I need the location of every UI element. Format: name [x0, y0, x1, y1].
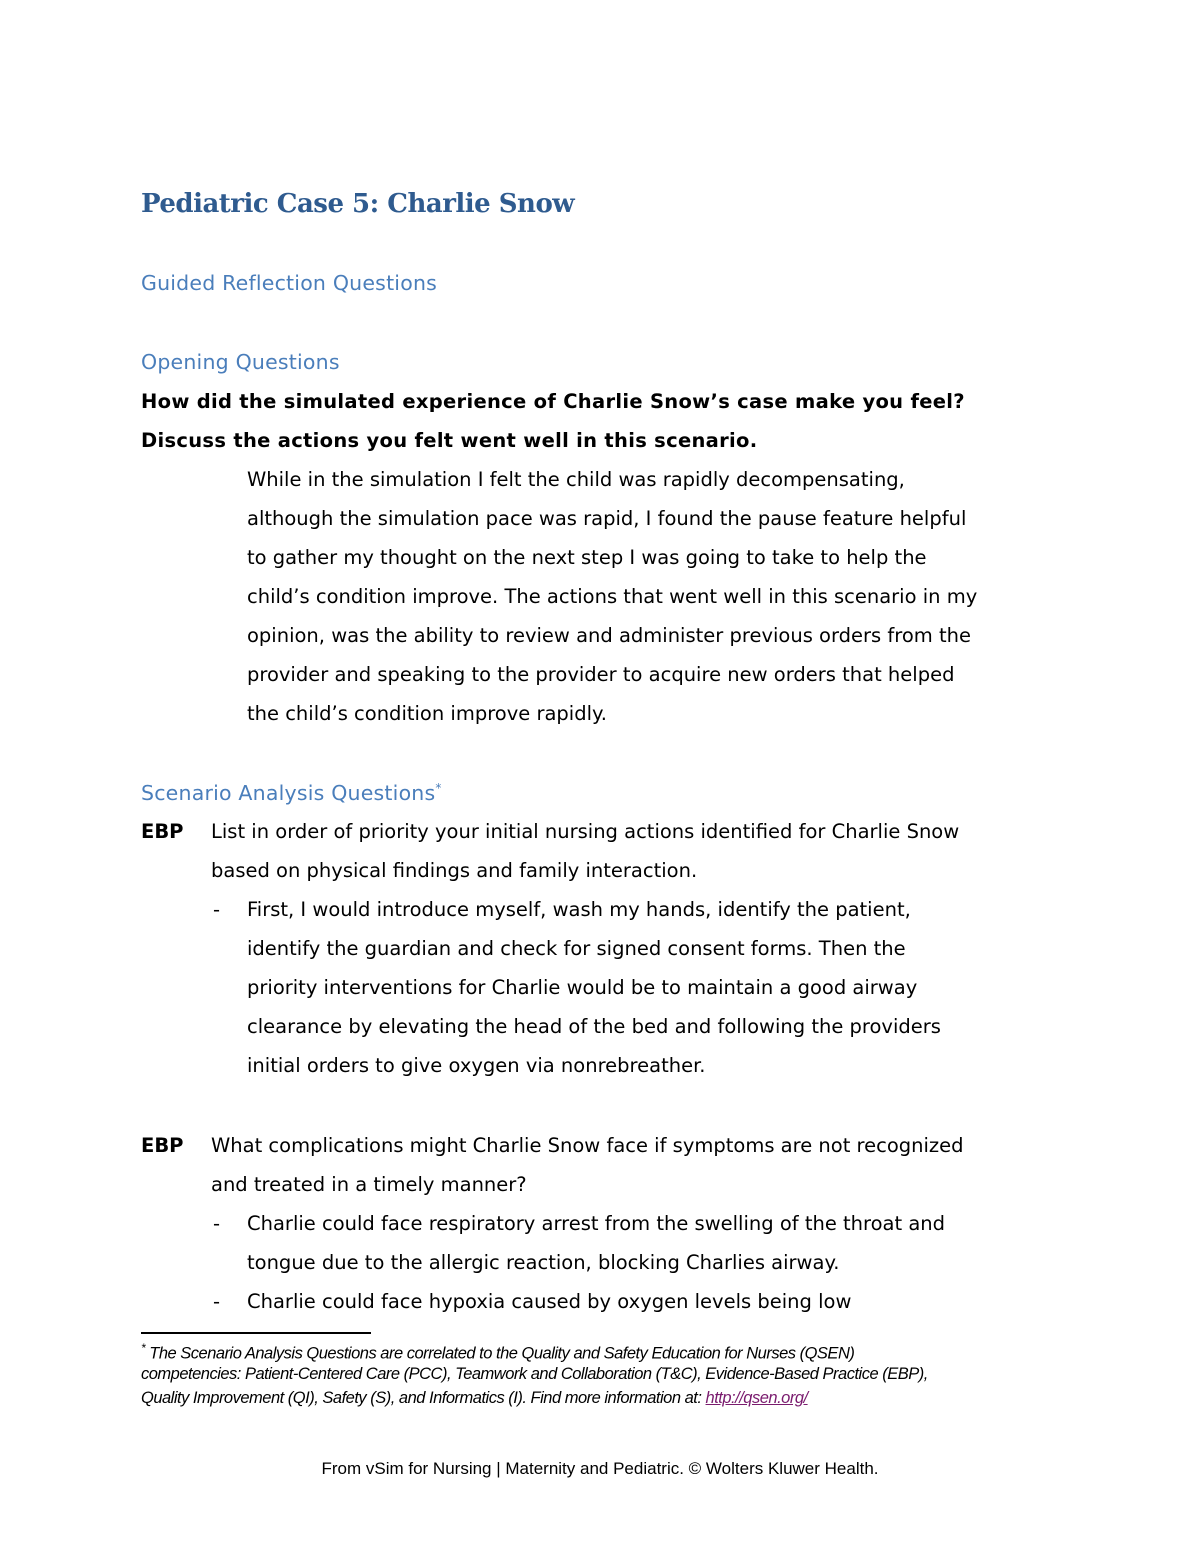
- question-line: based on physical findings and family interaction.: [211, 859, 698, 882]
- opening-question-1: How did the simulated experience of Charlie Snow’s case make you feel?: [141, 390, 965, 413]
- page-footer: From vSim for Nursing | Maternity and Pediatric. © Wolters Kluwer Health.: [321, 1459, 879, 1478]
- footnote-line-2: competencies: Patient-Centered Care (PCC), Teamwork and Collaboration (T&C), Evidence-Based Practice (EBP),: [141, 1365, 928, 1383]
- bullet-dash: -: [213, 898, 221, 921]
- bullet-line: identify the guardian and check for signed consent forms. Then the: [247, 937, 906, 960]
- question-line: List in order of priority your initial nursing actions identified for Charlie Snow: [211, 820, 960, 843]
- analysis-heading-text: Scenario Analysis Questions: [141, 781, 436, 805]
- footnote-separator: [141, 1332, 371, 1334]
- bullet-line: First, I would introduce myself, wash my hands, identify the patient,: [247, 898, 911, 921]
- bullet-line: Charlie could face respiratory arrest from the swelling of the throat and: [247, 1212, 946, 1235]
- bullet-line: priority interventions for Charlie would be to maintain a good airway: [247, 976, 918, 999]
- answer-line: the child’s condition improve rapidly.: [247, 702, 607, 725]
- footnote-text-3: Quality Improvement (QI), Safety (S), and Informatics (I). Find more information at:: [141, 1389, 706, 1407]
- footnote-mark: *: [141, 1341, 146, 1355]
- question-line: and treated in a timely manner?: [211, 1173, 527, 1196]
- answer-line: provider and speaking to the provider to acquire new orders that helped: [247, 663, 955, 686]
- bullet-line: clearance by elevating the head of the bed and following the providers: [247, 1015, 941, 1038]
- analysis-heading: [141, 781, 442, 805]
- bullet-line: Charlie could face hypoxia caused by oxygen levels being low: [247, 1290, 852, 1313]
- answer-line: While in the simulation I felt the child was rapidly decompensating,: [247, 468, 905, 491]
- bullet-line: tongue due to the allergic reaction, blocking Charlies airway.: [247, 1251, 840, 1274]
- page-title: Pediatric Case 5: Charlie Snow: [141, 189, 575, 219]
- competency-tag: EBP: [141, 1134, 184, 1157]
- subtitle: Guided Reflection Questions: [141, 271, 438, 295]
- bullet-dash: -: [213, 1212, 221, 1235]
- qsen-link[interactable]: http://qsen.org/: [705, 1389, 808, 1407]
- opening-question-2: Discuss the actions you felt went well in this scenario.: [141, 429, 758, 452]
- footnote-reference: *: [435, 781, 442, 796]
- competency-tag: EBP: [141, 820, 184, 843]
- footnote-text-1: The Scenario Analysis Questions are correlated to the Quality and Safety Education for Nurses (QSEN): [149, 1344, 855, 1363]
- opening-heading: Opening Questions: [141, 350, 340, 374]
- answer-line: although the simulation pace was rapid, I found the pause feature helpful: [247, 507, 967, 530]
- answer-line: opinion, was the ability to review and administer previous orders from the: [247, 624, 971, 647]
- bullet-dash: -: [213, 1290, 221, 1313]
- answer-line: child’s condition improve. The actions that went well in this scenario in my: [247, 585, 978, 608]
- answer-line: to gather my thought on the next step I was going to take to help the: [247, 546, 927, 569]
- footnote-line-1: [141, 1341, 854, 1364]
- question-line: What complications might Charlie Snow face if symptoms are not recognized: [211, 1134, 964, 1157]
- footnote-line-3: [141, 1389, 808, 1408]
- bullet-line: initial orders to give oxygen via nonrebreather.: [247, 1054, 706, 1077]
